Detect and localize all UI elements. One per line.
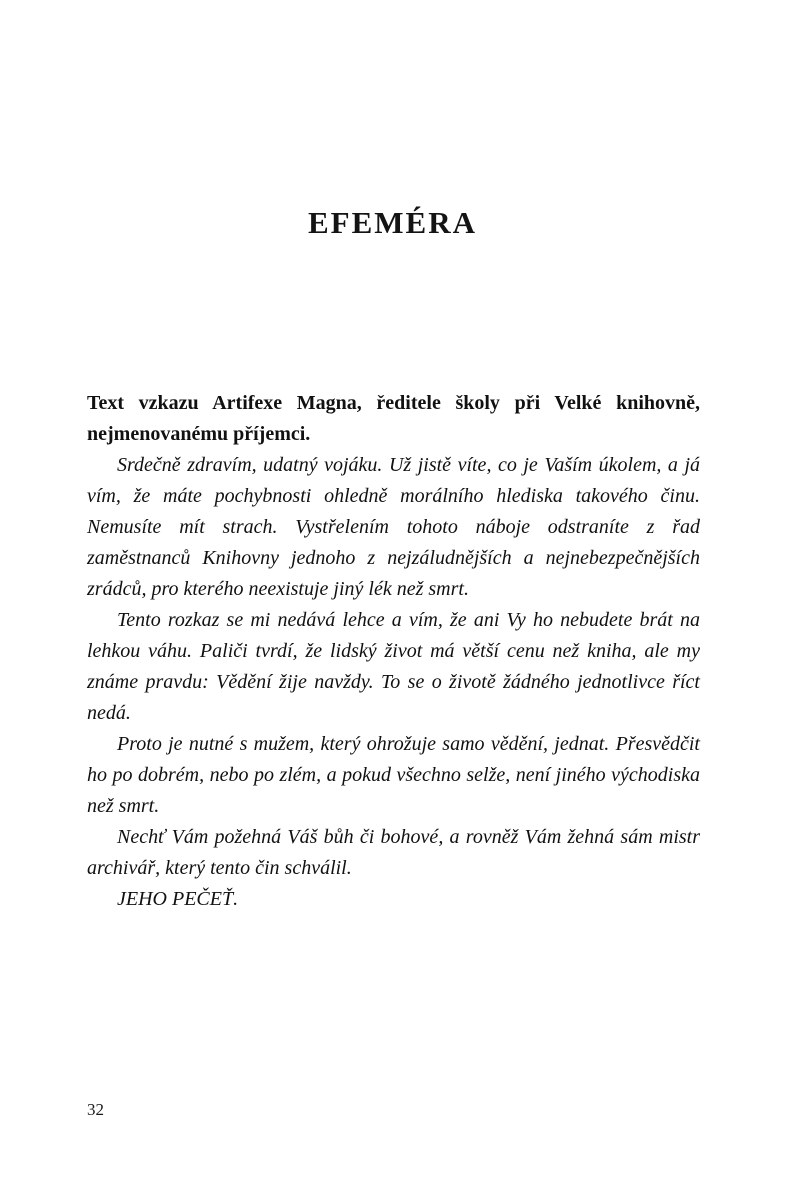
chapter-title: EFEMÉRA — [308, 205, 477, 240]
page-content — [87, 388, 700, 915]
body-paragraph: Tento rozkaz se mi nedává lehce a vím, že ani Vy ho nebudete brát na lehkou váhu. Paliči tvrdí, že lidský život má větší cenu než kniha, ale my známe pravdu: Vědění žije navždy. To se o životě žádného jednotlivce říct nedá. — [87, 609, 700, 724]
body-paragraph: Srdečně zdravím, udatný vojáku. Už jistě víte, co je Vaším úkolem, a já vím, že máte pochybnosti ohledně morálního hlediska takového činu. Nemusíte mít strach. Vystřelením tohoto náboje odstraníte z řad zaměstnanců Knihovny jednoho z nejzáludnějších a nejnebezpečnějších zrádců, pro kterého neexistuje jiný lék než smrt. — [87, 454, 700, 600]
body-paragraph: Proto je nutné s mužem, který ohrožuje samo vědění, jednat. Přesvědčit ho po dobrém, nebo po zlém, a pokud všechno selže, není jiného východiska než smrt. — [87, 733, 700, 817]
seal-line: JEHO PEČEŤ. — [117, 888, 239, 910]
intro-paragraph: Text vzkazu Artifexe Magna, ředitele školy při Velké knihovně, nejmenovanému příjemci. — [87, 392, 700, 445]
page-number: 32 — [87, 1100, 104, 1119]
body-paragraph: Nechť Vám požehná Váš bůh či bohové, a rovněž Vám žehná sám mistr archivář, který tento čin schválil. — [87, 826, 700, 879]
